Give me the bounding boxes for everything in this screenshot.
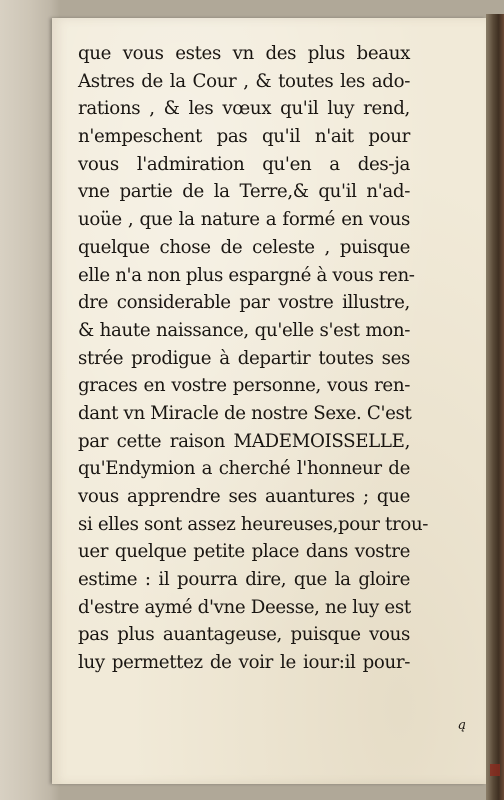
- text-line: dant vn Miracle de nostre Sexe. C'est: [78, 402, 412, 424]
- text-line: luy permettez de voir le iour:il pour-: [78, 652, 410, 674]
- text-line: uoüe , que la nature a formé en vous: [78, 209, 410, 231]
- text-line: d'estre aymé d'vne Deesse, ne luy est: [78, 596, 411, 618]
- text-line: si elles sont assez heureuses,pour trou-: [78, 513, 429, 535]
- text-line: elle n'a non plus espargné à vous ren-: [78, 264, 415, 286]
- text-line: estime : il pourra dire, que la gloire: [78, 569, 410, 591]
- text-line: uer quelque petite place dans vostre: [78, 541, 410, 563]
- text-line: dre considerable par vostre illustre,: [78, 292, 410, 314]
- book-spine-edge: [486, 14, 504, 800]
- text-line: vne partie de la Terre,& qu'il n'ad-: [78, 181, 410, 203]
- text-line: Astres de la Cour , & toutes les ado-: [78, 70, 410, 92]
- text-line: rations , & les vœux qu'il luy rend,: [78, 98, 410, 120]
- text-line: par cette raison MADEMOISSELLE,: [78, 430, 410, 452]
- text-line: vous apprendre ses auantures ; que: [78, 486, 410, 507]
- text-line: & haute naissance, qu'elle s'est mon-: [78, 319, 410, 341]
- text-line: vous l'admiration qu'en a des-ja: [78, 153, 410, 175]
- text-line: quelque chose de celeste , puisque: [78, 236, 410, 258]
- text-line: strée prodigue à departir toutes ses: [78, 347, 410, 369]
- edge-mark: [490, 764, 500, 776]
- text-line: n'empeschent pas qu'il n'ait pour: [78, 126, 410, 148]
- text-line: que vous estes vn des plus beaux: [78, 43, 410, 64]
- signature-mark: ą: [458, 718, 466, 733]
- text-line: qu'Endymion a cherché l'honneur de: [78, 458, 410, 480]
- page-text: [78, 40, 429, 677]
- text-line: pas plus auantageuse, puisque vous: [78, 624, 410, 646]
- text-line: graces en vostre personne, vous ren-: [78, 375, 410, 397]
